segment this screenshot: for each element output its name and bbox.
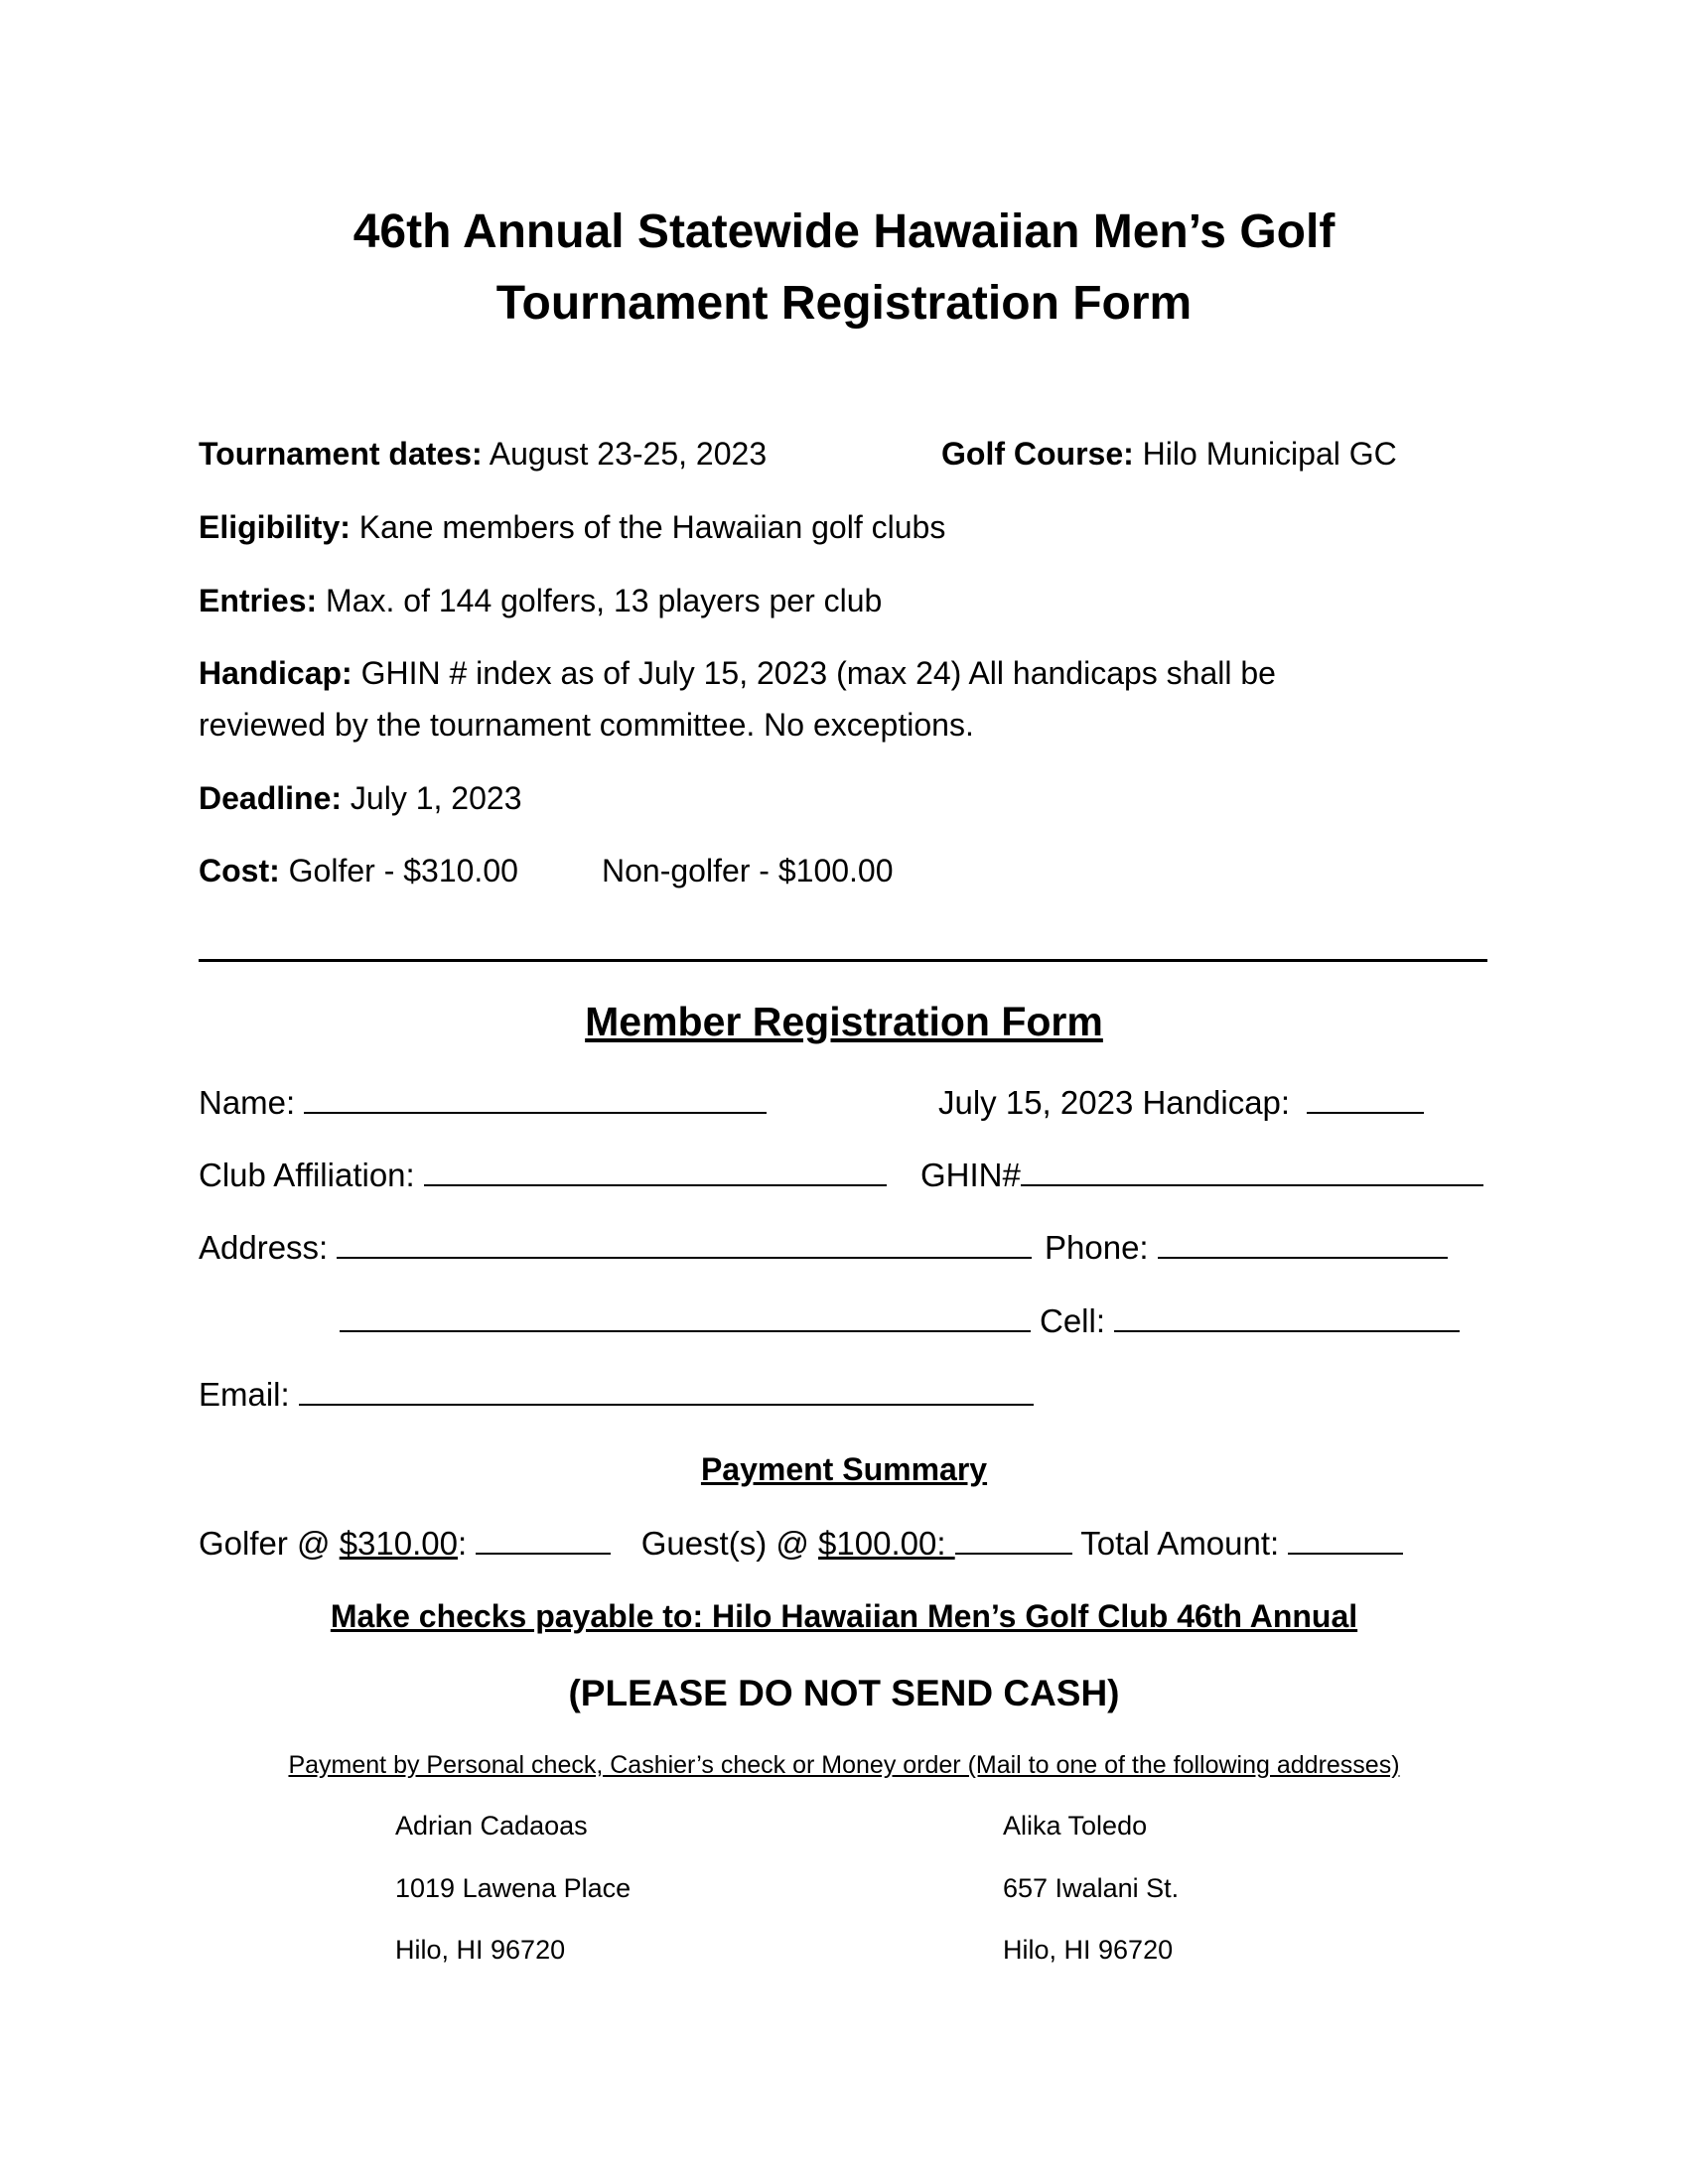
name-label: Name: [199,1084,296,1121]
entries-value: Max. of 144 golfers, 13 players per club [317,583,883,618]
club-affiliation-field[interactable] [424,1155,887,1186]
cell-row [1040,1300,1460,1341]
payment-methods-note: Payment by Personal check, Cashier’s check or Money order (Mail to one of the following addresses) [288,1751,1400,1779]
no-cash-warning: (PLEASE DO NOT SEND CASH) [568,1673,1120,1713]
guest-prefix: Guest(s) @ [640,1525,819,1562]
checks-payable-note: Make checks payable to: Hilo Hawaiian Men’s Golf Club 46th Annual [330,1598,1358,1634]
deadline-value: July 1, 2023 [342,780,522,816]
deadline-label: Deadline: [199,780,343,816]
club-affiliation-label: Club Affiliation: [199,1157,415,1193]
handicap [199,653,1276,693]
address-1-street: 1019 Lawena Place [395,1873,632,1903]
address-1-city: Hilo, HI 96720 [395,1935,566,1965]
ghin-field[interactable] [1021,1155,1483,1186]
member-form-heading: Member Registration Form [585,999,1103,1044]
golfer-amount-field[interactable] [476,1523,611,1555]
payment-row [199,1523,1403,1564]
golf-course-label: Golf Course: [941,436,1134,472]
phone-label: Phone: [1045,1229,1149,1266]
golfer-prefix: Golfer @ [199,1525,340,1562]
handicap-field[interactable] [1307,1082,1424,1114]
tournament-dates-label: Tournament dates: [199,436,483,472]
handicap-label: Handicap: [199,655,352,691]
cost-golfer: Golfer - $310.00 [279,853,518,888]
email-field[interactable] [299,1374,1034,1406]
eligibility-value: Kane members of the Hawaiian golf clubs [350,509,946,545]
address-2-name: Alika Toledo [1003,1811,1148,1841]
phone-field[interactable] [1158,1227,1448,1259]
address-block-1 [395,1809,631,1967]
tournament-dates [199,434,767,474]
entries-label: Entries: [199,583,318,618]
guest-amount-field[interactable] [955,1523,1072,1555]
golfer-price: $310.00 [339,1525,458,1562]
ghin-label: GHIN# [920,1157,1021,1193]
address-block-2 [1003,1809,1179,1967]
name-field[interactable] [304,1082,767,1114]
cost [199,851,518,890]
total-amount-label: Total Amount: [1080,1525,1280,1562]
entries [199,581,882,620]
golfer-suffix: : [458,1525,468,1562]
handicap-row [938,1082,1424,1123]
eligibility-label: Eligibility: [199,509,351,545]
address-field-line-1[interactable] [337,1227,1032,1259]
ghin-row [920,1155,1483,1195]
golf-course [941,434,1397,474]
deadline [199,778,521,818]
phone-row [1045,1227,1448,1268]
section-divider [199,959,1487,962]
cost-label: Cost: [199,853,280,888]
tournament-dates-value: August 23-25, 2023 [482,436,768,472]
total-amount-field[interactable] [1288,1523,1403,1555]
address-2-street: 657 Iwalani St. [1003,1873,1180,1903]
address-label: Address: [199,1229,329,1266]
address-row [199,1227,1032,1268]
cell-field[interactable] [1114,1300,1460,1332]
email-label: Email: [199,1376,290,1413]
cell-label: Cell: [1040,1302,1106,1339]
eligibility [199,507,945,547]
cost-non-golfer: Non-golfer - $100.00 [602,853,894,888]
page-title-line-1: 46th Annual Statewide Hawaiian Men’s Golf [352,205,1336,258]
address-field-line-2[interactable] [340,1300,1031,1332]
address-line-2-row [340,1300,1031,1341]
club-row [199,1155,887,1195]
email-row [199,1374,1034,1415]
page-title-line-2: Tournament Registration Form [495,277,1193,330]
address-1-name: Adrian Cadaoas [395,1811,588,1841]
handicap-value: GHIN # index as of July 15, 2023 (max 24) All handicaps shall be [352,655,1276,691]
payment-summary-heading: Payment Summary [700,1451,988,1487]
golf-course-value: Hilo Municipal GC [1133,436,1397,472]
name-row [199,1082,767,1123]
guest-price: $100.00: [818,1525,955,1562]
handicap-continued: reviewed by the tournament committee. No exceptions. [199,707,974,743]
address-2-city: Hilo, HI 96720 [1003,1935,1174,1965]
handicap-field-label: July 15, 2023 Handicap: [938,1084,1291,1121]
